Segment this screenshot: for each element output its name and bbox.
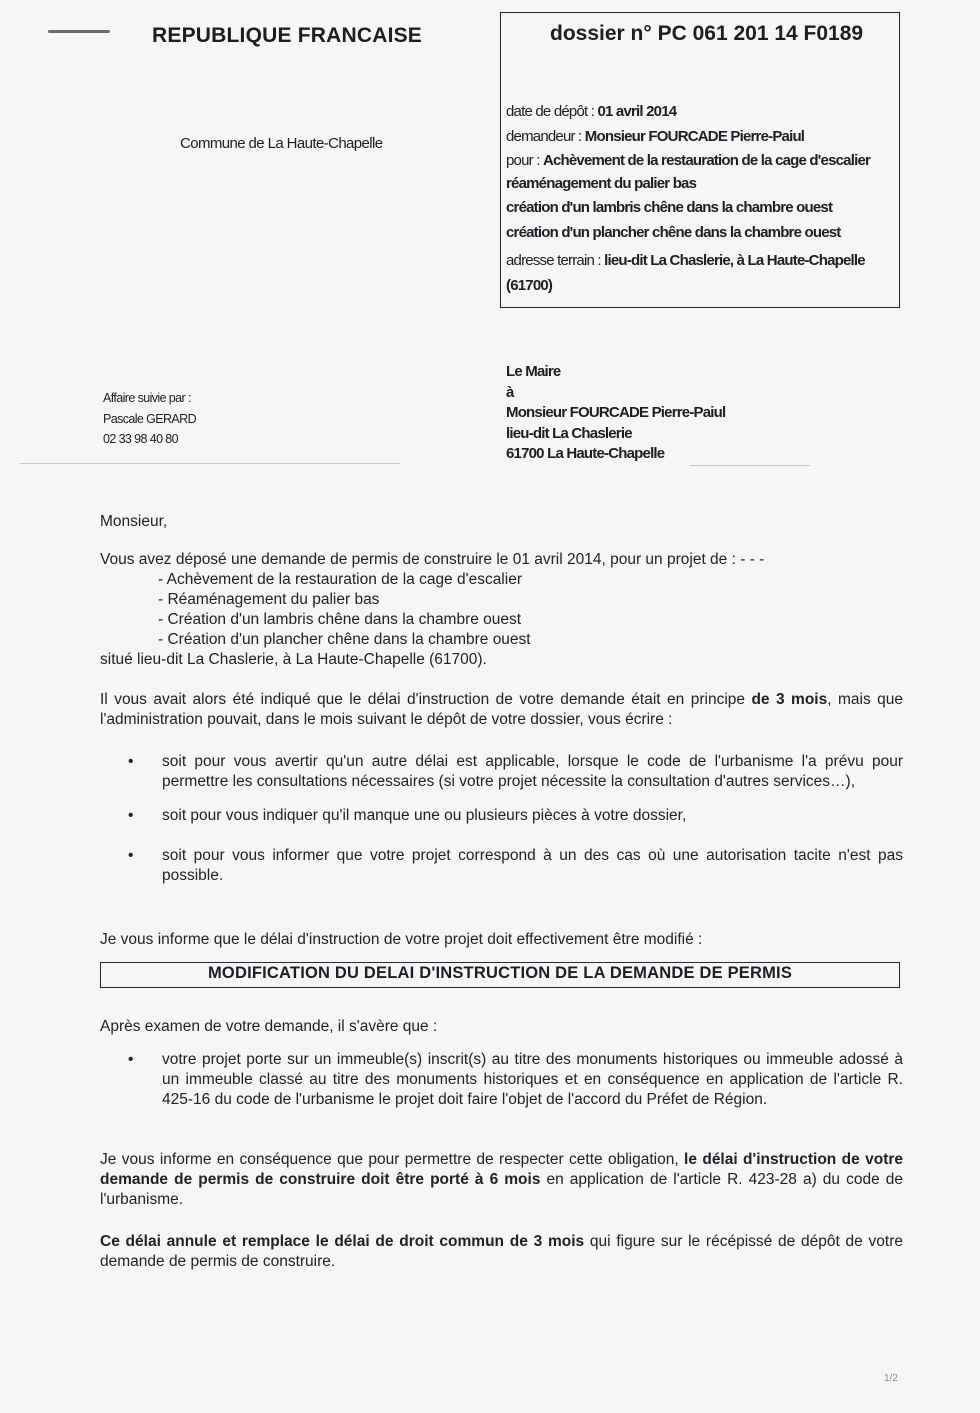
project-items [158, 570, 961, 650]
replacement-bold: Ce délai annule et remplace le délai de droit commun de 3 mois [100, 1233, 585, 1250]
scan-rule [20, 463, 400, 464]
dossier-details [506, 100, 896, 298]
location-line: situé lieu-dit La Chaslerie, à La Haute-Chapelle (61700). [100, 651, 487, 668]
recipient-from: Le Maire [506, 363, 561, 380]
inform-line: Je vous informe que le délai d'instruction de votre projet doit effectivement être modifié : [100, 931, 703, 948]
option-text: soit pour vous indiquer qu'il manque une ou plusieurs pièces à votre dossier, [162, 807, 687, 824]
affaire-name: Pascale GERARD [103, 411, 197, 426]
option-text: soit pour vous avertir qu'un autre délai est applicable, lorsque le code de l'urbanisme l'a prévu pour permettre les consultations nécessaires (si votre projet nécessite la consultation d'autres services…), [162, 753, 903, 790]
adresse-line [506, 249, 896, 274]
section-title: MODIFICATION DU DELAI D'INSTRUCTION DE LA DEMANDE DE PERMIS [207, 964, 793, 982]
pour-item: création d'un plancher chêne dans la chambre ouest [506, 224, 841, 241]
bullet-icon: • [128, 847, 134, 864]
demandeur-line [506, 125, 896, 150]
obligation-bold: le délai d'instruction de votre demande de permis de construire doit être porté à 6 mois [100, 1151, 904, 1188]
delay-text: Il vous avait alors été indiqué que le délai d'instruction de votre demande était en principe [100, 691, 752, 708]
obligation-paragraph [100, 1150, 903, 1210]
project-item: - Création d'un lambris chêne dans la chambre ouest [158, 611, 522, 628]
recipient-address-line: 61700 La Haute-Chapelle [506, 445, 665, 462]
recipient-to: à [506, 383, 514, 401]
pour-item: création d'un lambris chêne dans la chambre ouest [506, 199, 833, 216]
finding-list [100, 1050, 903, 1124]
date-depot-line [506, 100, 896, 125]
obligation-text: en application de l'article R. 423-28 a) du code de l'urbanisme. [100, 1171, 903, 1208]
delay-paragraph [100, 690, 903, 730]
page-number: 1/2 [884, 1373, 898, 1384]
project-item: - Création d'un plancher chêne dans la chambre ouest [158, 631, 531, 648]
replacement-text: qui figure sur le récépissé de dépôt de votre demande de permis de construire. [100, 1233, 903, 1270]
finding-item [100, 1050, 903, 1110]
bullet-icon: • [128, 753, 134, 770]
dossier-number: dossier n° PC 061 201 14 F0189 [550, 22, 864, 45]
date-depot-label: date de dépôt : [506, 103, 598, 120]
pour-line [506, 149, 896, 172]
apres-line: Après examen de votre demande, il s'avère que : [100, 1018, 438, 1035]
delay-text: , mais que l'administration pouvait, dans le mois suivant le dépôt de votre dossier, vous écrire : [100, 691, 903, 728]
pour-label: pour : [506, 152, 543, 169]
recipient-name: Monsieur FOURCADE Pierre-Paiul [506, 404, 726, 421]
obligation-text: Je vous informe en conséquence que pour permettre de respecter cette obligation, [100, 1151, 685, 1168]
affaire-block [103, 388, 196, 450]
scan-rule [690, 465, 810, 466]
recipient-block [506, 362, 725, 465]
bullet-icon: • [128, 807, 134, 824]
scan-mark [48, 30, 110, 33]
greeting: Monsieur, [100, 513, 168, 530]
option-text: soit pour vous informer que votre projet correspond à un des cas où une autorisation tacite n'est pas possible. [162, 847, 903, 884]
option-item [100, 846, 903, 886]
adresse-label: adresse terrain : [506, 252, 605, 269]
date-depot-value: 01 avril 2014 [597, 103, 677, 120]
finding-text: votre projet porte sur un immeuble(s) inscrit(s) au titre des monuments historiques ou immeuble adossé à un immeuble classé au titre des monuments historiques et en conséquence en application de l'article R. 425-16 du code de l'urbanisme le projet doit faire l'objet de l'accord du Préfet de Région. [162, 1051, 903, 1108]
option-item [100, 806, 903, 826]
options-list [100, 752, 903, 900]
adresse-value: lieu-dit La Chaslerie, à La Haute-Chapelle [604, 252, 865, 269]
project-item: - Achèvement de la restauration de la cage d'escalier [158, 571, 522, 588]
commune-name: Commune de La Haute-Chapelle [180, 135, 383, 152]
pour-item: Achèvement de la restauration de la cage d'escalier [542, 152, 871, 169]
delay-bold: de 3 mois [751, 691, 828, 708]
bullet-icon: • [128, 1051, 134, 1068]
adresse-postcode: (61700) [506, 276, 553, 294]
intro-paragraph: Vous avez déposé une demande de permis de construire le 01 avril 2014, pour un projet de : - - - [100, 551, 765, 568]
replacement-paragraph [100, 1232, 903, 1272]
demandeur-value: Monsieur FOURCADE Pierre-Paiul [584, 127, 805, 145]
affaire-label: Affaire suivie par : [103, 391, 191, 405]
pour-item: réaménagement du palier bas [506, 175, 697, 192]
project-item: - Réaménagement du palier bas [158, 591, 380, 608]
demandeur-label: demandeur : [506, 127, 585, 145]
affaire-phone: 02 33 98 40 80 [103, 432, 179, 446]
recipient-address-line: lieu-dit La Chaslerie [506, 424, 632, 442]
option-item [100, 752, 903, 792]
republique-heading: REPUBLIQUE FRANCAISE [152, 24, 423, 47]
